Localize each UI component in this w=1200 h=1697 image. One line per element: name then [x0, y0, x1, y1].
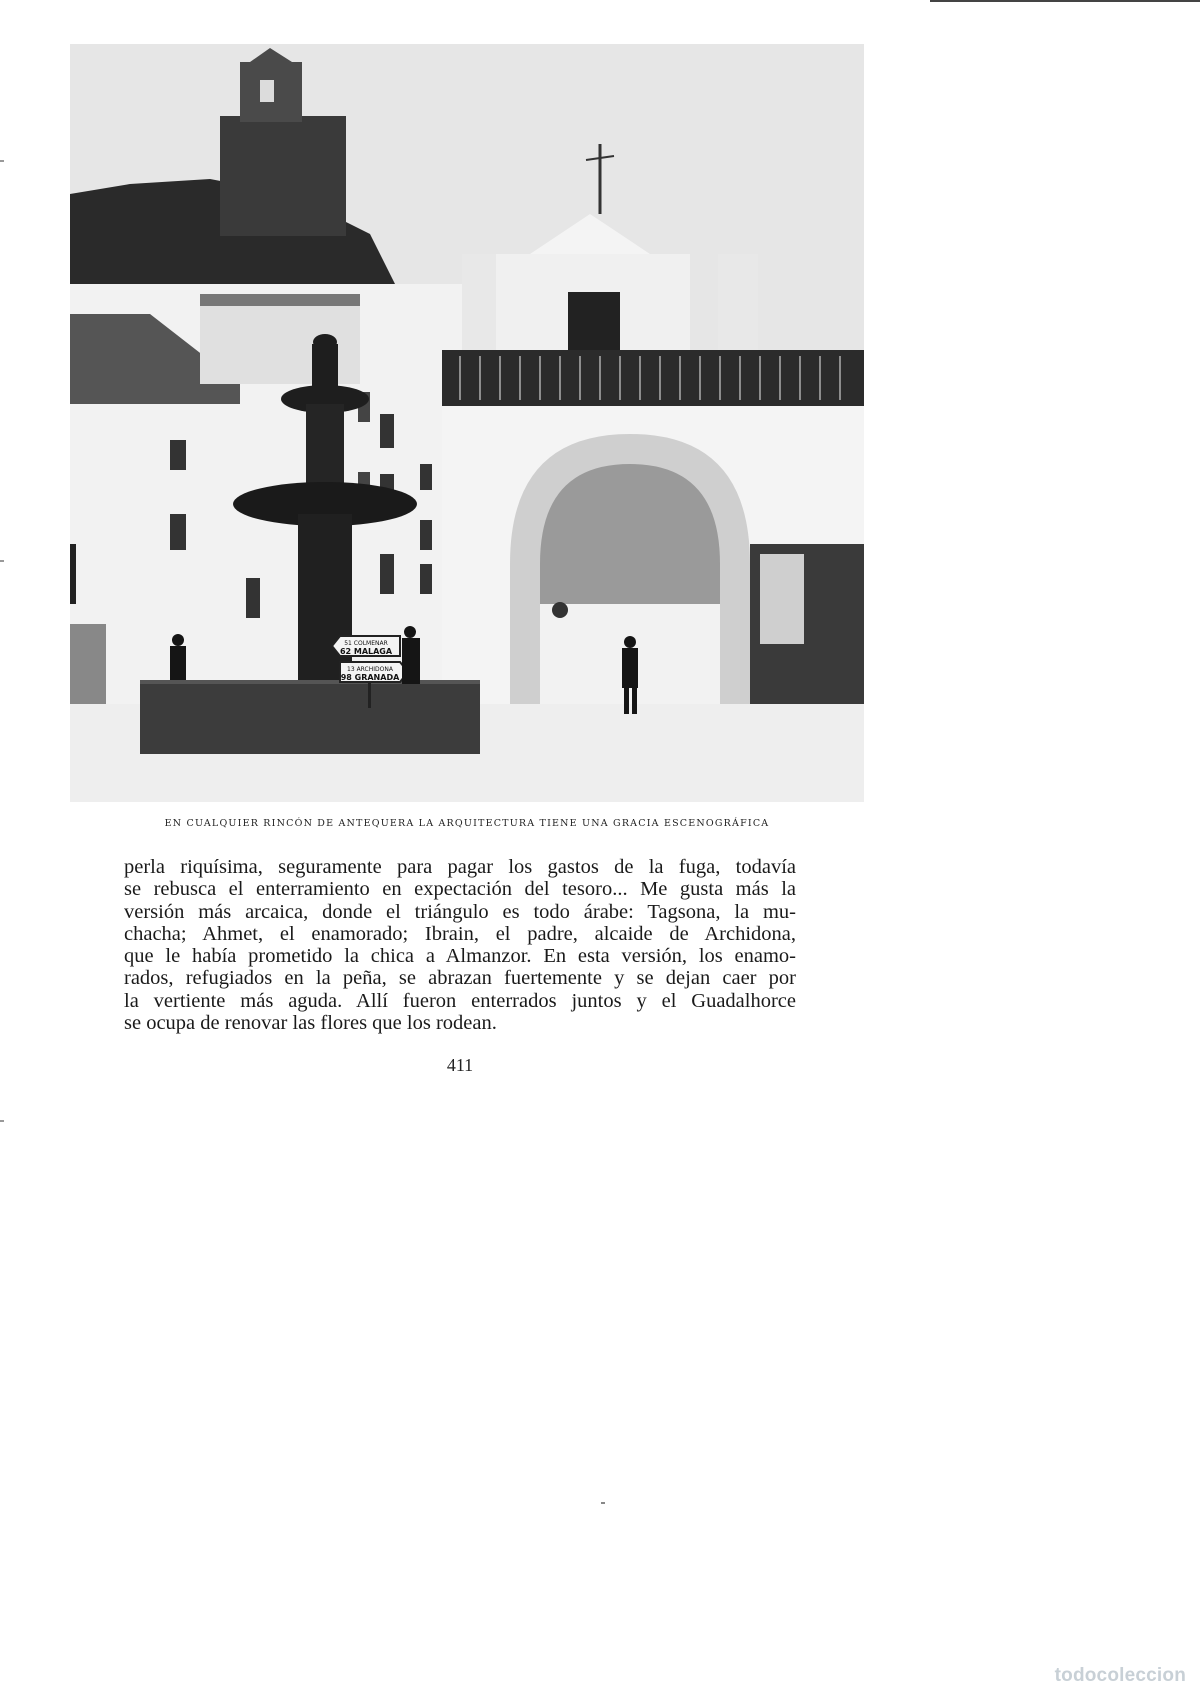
- top-rule: [930, 0, 1200, 2]
- margin-tick: [0, 160, 4, 162]
- balcony-railing: [442, 350, 864, 406]
- body-line: versión más arcaica, donde el triángulo es todo árabe: Tagsona, la mu-: [124, 900, 796, 923]
- photo-antequera-plaza: [70, 44, 864, 802]
- watermark-logo: todocoleccion: [1054, 1665, 1186, 1686]
- margin-tick: [0, 1120, 4, 1122]
- page-number: 411: [446, 1055, 474, 1075]
- body-line: que le había prometido la chica a Almanzor. En esta versión, los enamo-: [124, 945, 796, 968]
- body-paragraph: [124, 856, 796, 1034]
- body-line: se rebusca el enterramiento en expectación del tesoro... Me gusta más la: [124, 878, 796, 901]
- sign2-line1: 13 ARCHIDONA: [347, 666, 393, 673]
- body-line: rados, refugiados en la peña, se abrazan fuertemente y se dejan caer por: [124, 967, 796, 990]
- body-line: chacha; Ahmet, el enamorado; Ibrain, el padre, alcaide de Archidona,: [124, 922, 796, 945]
- margin-tick: [0, 560, 4, 562]
- stray-mark: [601, 1502, 605, 1504]
- body-line: perla riquísima, seguramente para pagar los gastos de la fuga, todavía: [124, 856, 796, 878]
- castle-tower: [220, 116, 346, 236]
- sign2-line2: 98 GRANADA: [340, 673, 400, 682]
- photo-caption: EN CUALQUIER RINCÓN DE ANTEQUERA LA ARQUITECTURA TIENE UNA GRACIA ESCENOGRÁFICA: [164, 818, 770, 829]
- body-line: se ocupa de renovar las flores que los rodean.: [124, 1012, 497, 1035]
- body-line: la vertiente más aguda. Allí fueron enterrados juntos y el Guadalhorce: [124, 989, 796, 1012]
- sign1-line1: 51 COLMENAR: [344, 640, 388, 647]
- sign1-line2: 62 MALAGA: [339, 647, 393, 656]
